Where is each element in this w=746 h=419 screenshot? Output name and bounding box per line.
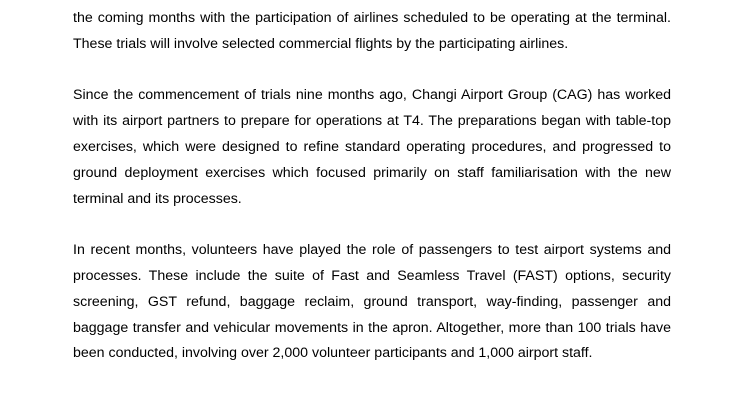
paragraph-spacer xyxy=(73,58,671,84)
paragraph-spacer xyxy=(73,212,671,238)
paragraph-volunteers: In recent months, volunteers have played the role of passengers to test airport systems and processes. These include the suite of Fast and Seamless Travel (FAST) options, security screening, GST refund, baggage reclaim, ground transport, way-finding, passenger and baggage transfer and vehicular movements in the apron. Altogether, more than 100 trials have been conducted, involving over 2,000 volunteer participants and 1,000 airport staff. xyxy=(73,242,671,362)
document-page xyxy=(73,6,671,367)
paragraph-preparations: Since the commencement of trials nine months ago, Changi Airport Group (CAG) has worked with its airport partners to prepare for operations at T4. The preparations began with table-top exercises, which were designed to refine standard operating procedures, and progressed to ground deployment exercises which focused primarily on staff familiarisation with the new terminal and its processes. xyxy=(73,87,671,207)
paragraph-trials-upcoming: the coming months with the participation of airlines scheduled to be operating at the terminal. These trials will involve selected commercial flights by the participating airlines. xyxy=(73,10,671,52)
